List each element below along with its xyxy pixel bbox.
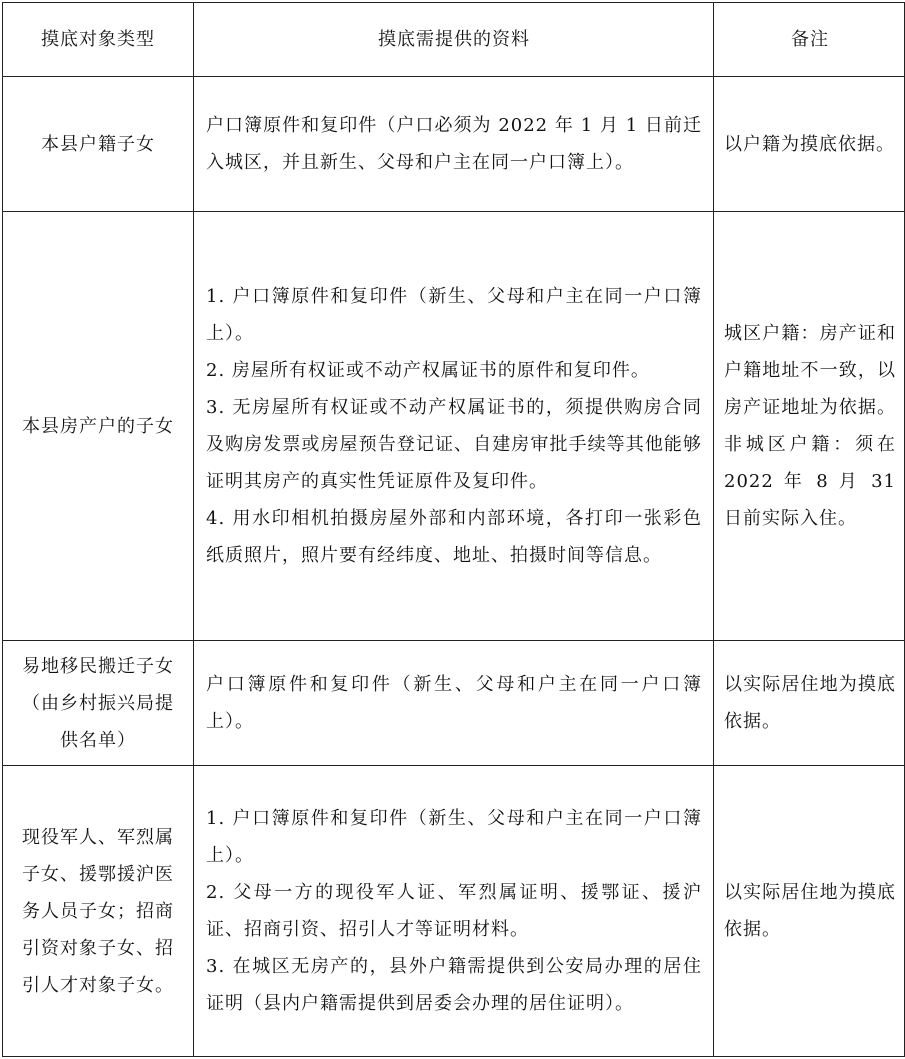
material-item: 1. 户口簿原件和复印件（新生、父母和户主在同一户口簿上）。 (206, 286, 702, 344)
row-materials (194, 77, 714, 212)
row-target-type: 易地移民搬迁子女（由乡村振兴局提供名单） (3, 641, 194, 766)
table-row (3, 212, 905, 641)
row-note: 城区户籍：房产证和户籍地址不一致，以房产证地址为依据。非城区户籍：须在 2022 年 8 月 31 日前实际入住。 (714, 212, 905, 641)
row-target-type: 现役军人、军烈属子女、援鄂援沪医务人员子女；招商引资对象子女、招引人才对象子女。 (3, 766, 194, 1057)
header-notes: 备注 (714, 3, 905, 77)
header-required-materials: 摸底需提供的资料 (194, 3, 714, 77)
row-materials (194, 641, 714, 766)
row-note: 以实际居住地为摸底依据。 (714, 766, 905, 1057)
material-item: 2. 房屋所有权证或不动产权属证书的原件和复印件。 (206, 360, 650, 381)
row-target-type: 本县房产户的子女 (3, 212, 194, 641)
material-item: 户口簿原件和复印件（新生、父母和户主在同一户口簿上）。 (206, 674, 702, 732)
material-item: 户口簿原件和复印件（户口必须为 2022 年 1 月 1 日前迁入城区，并且新生、父母和户主在同一户口簿上）。 (206, 115, 702, 173)
row-note: 以实际居住地为摸底依据。 (714, 641, 905, 766)
table-header-row (3, 3, 905, 77)
table-row (3, 77, 905, 212)
material-item: 4. 用水印相机拍摄房屋外部和内部环境，各打印一张彩色纸质照片，照片要有经纬度、地址、拍摄时间等信息。 (206, 508, 702, 566)
material-item: 2. 父母一方的现役军人证、军烈属证明、援鄂证、援沪证、招商引资、招引人才等证明材料。 (206, 882, 702, 940)
material-item: 1. 户口簿原件和复印件（新生、父母和户主在同一户口簿上）。 (206, 808, 702, 866)
material-item: 3. 在城区无房产的，县外户籍需提供到公安局办理的居住证明（县内户籍需提供到居委会办理的居住证明）。 (206, 956, 702, 1014)
row-target-type: 本县户籍子女 (3, 77, 194, 212)
header-target-type: 摸底对象类型 (3, 3, 194, 77)
enrollment-materials-table (2, 2, 905, 1057)
table-row (3, 641, 905, 766)
table-row (3, 766, 905, 1057)
material-item: 3. 无房屋所有权证或不动产权属证书的，须提供购房合同及购房发票或房屋预告登记证、自建房审批手续等其他能够证明其房产的真实性凭证原件及复印件。 (206, 397, 702, 492)
row-materials (194, 212, 714, 641)
row-note: 以户籍为摸底依据。 (714, 77, 905, 212)
row-materials (194, 766, 714, 1057)
